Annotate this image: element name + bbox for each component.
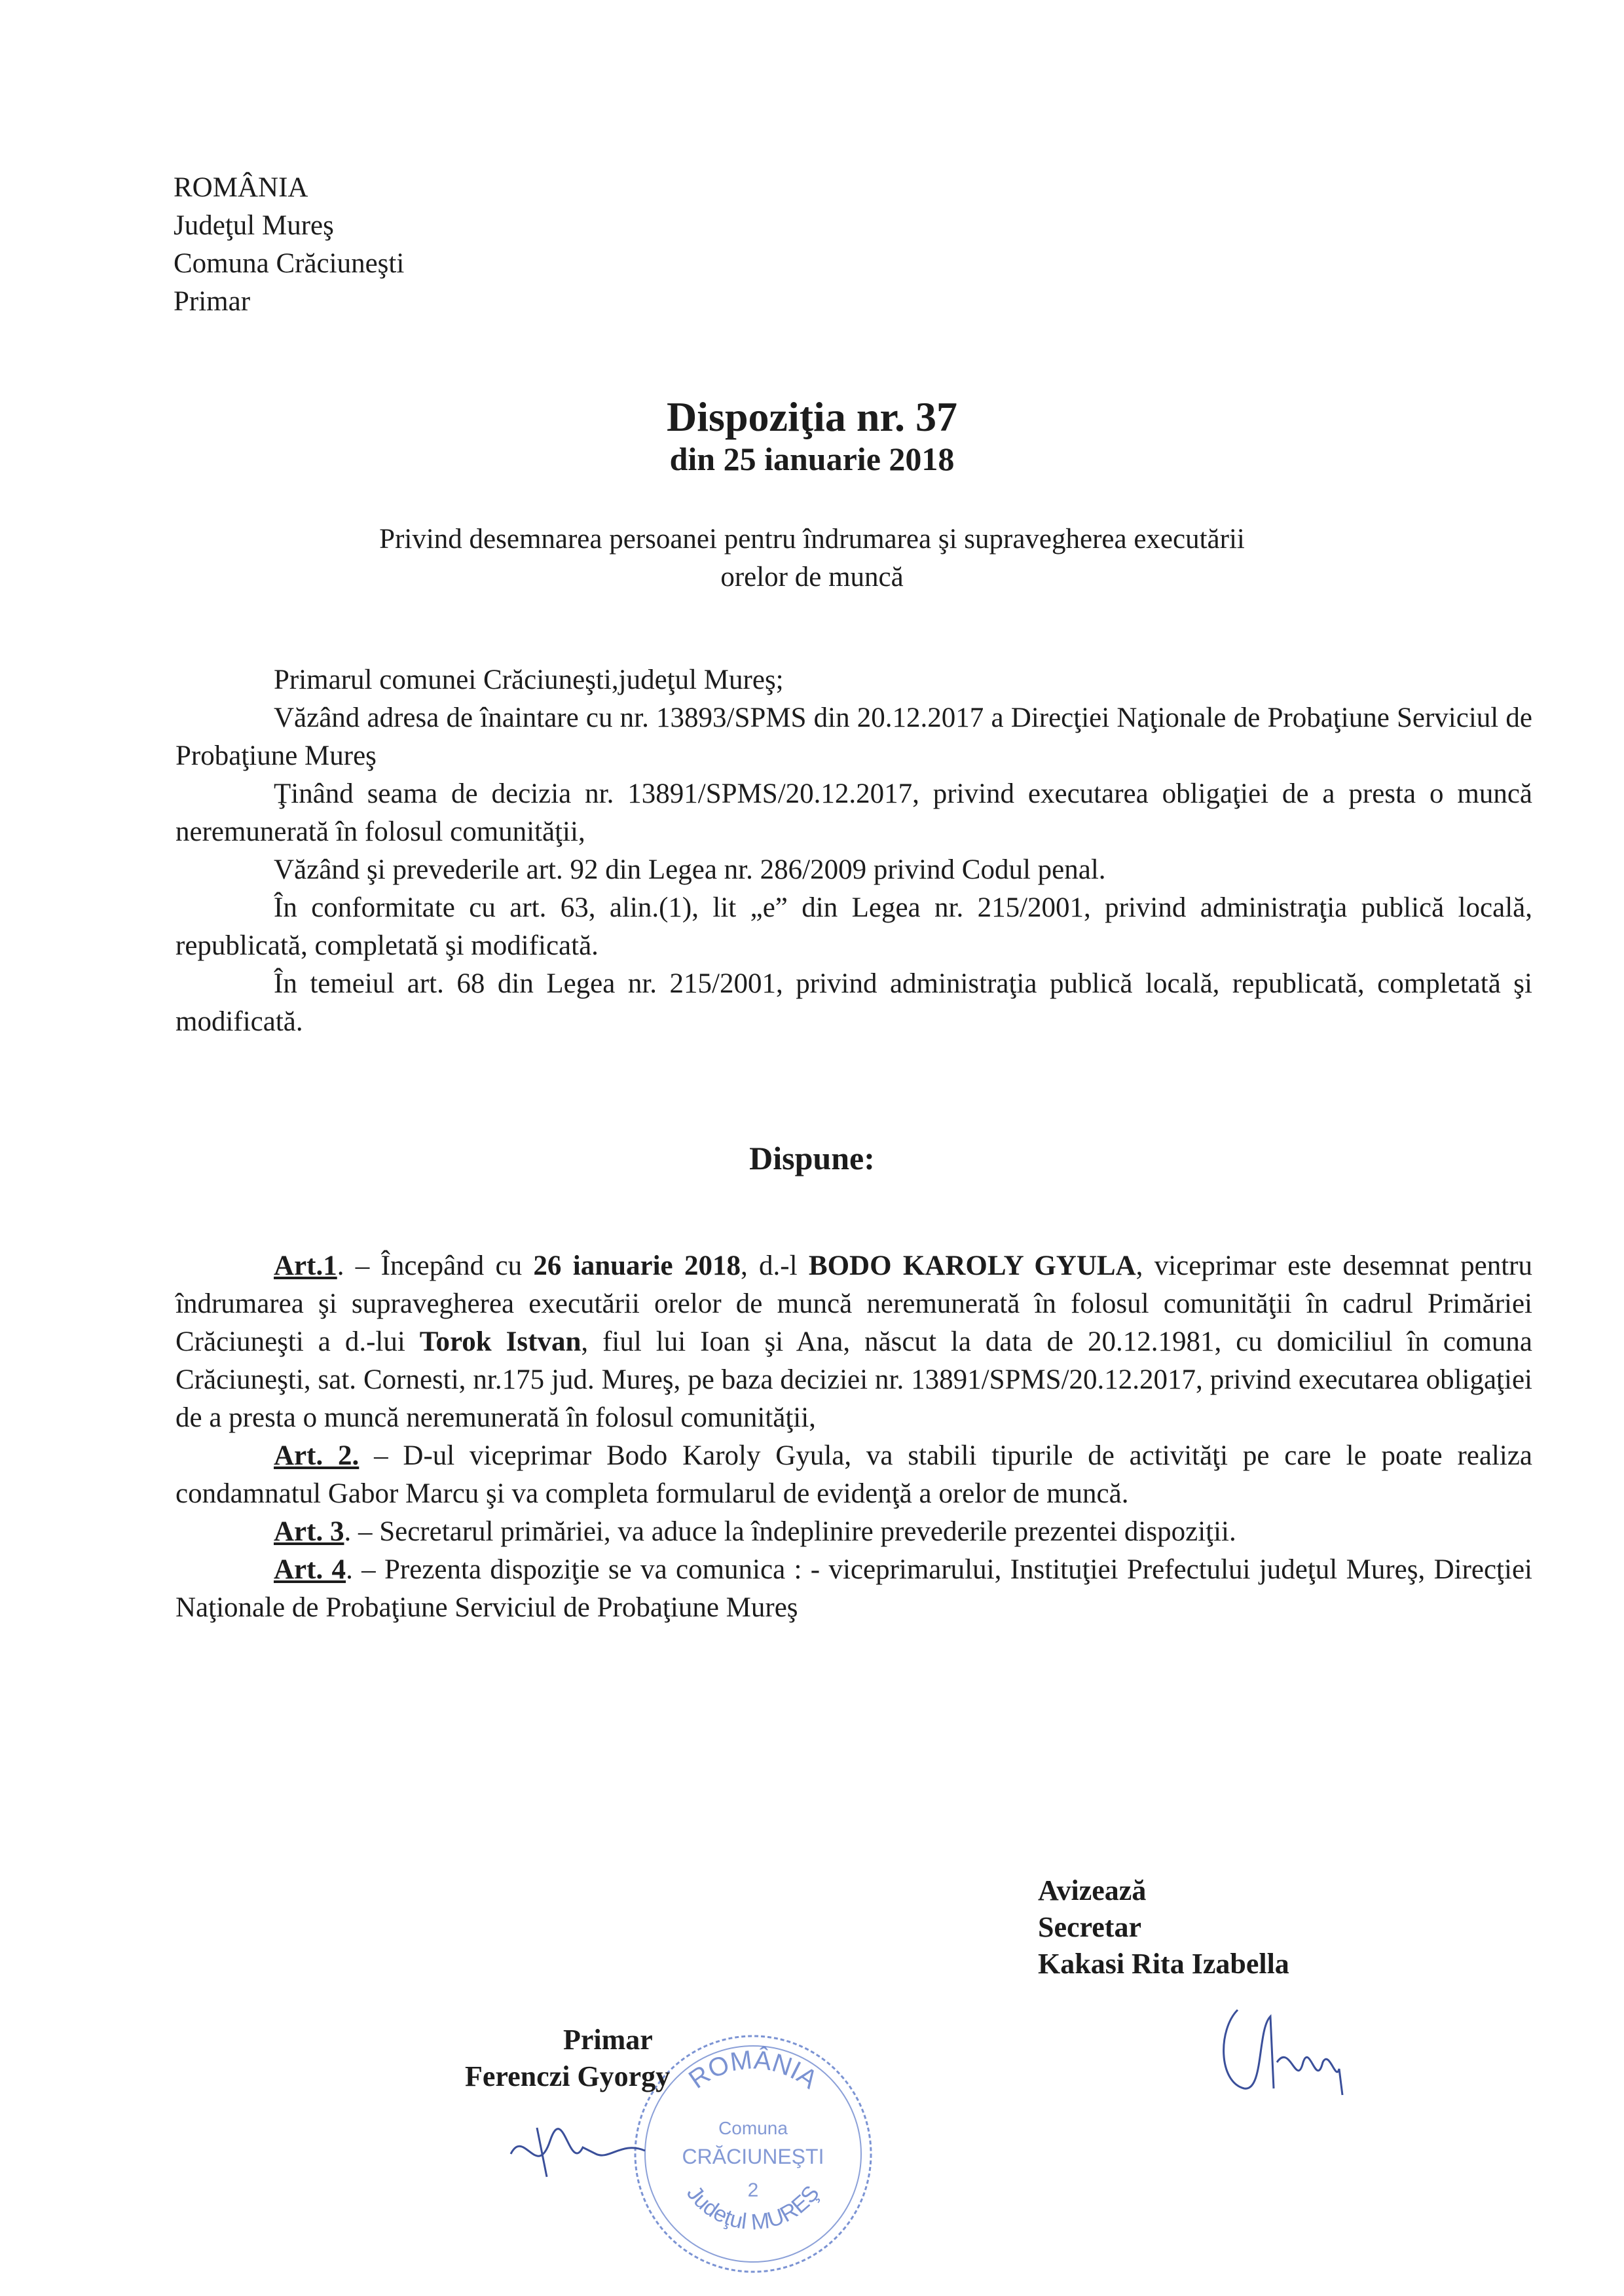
- article-3: Art. 3. – Secretarul primăriei, va aduce la îndeplinire prevederile prezentei dispoziţii.: [274, 1516, 1236, 1547]
- document-date: din 25 ianuarie 2018: [669, 441, 955, 477]
- supervised-person: Torok Istvan: [419, 1326, 581, 1357]
- stamp-line-2: CRĂCIUNEŞTI: [682, 2145, 824, 2168]
- preamble: [175, 661, 1532, 1041]
- article-label: Art.1: [274, 1250, 337, 1281]
- subject-line-1: Privind desemnarea persoanei pentru îndrumarea şi supravegherea executării: [379, 524, 1245, 555]
- stamp-line-1: Comuna: [718, 2118, 788, 2138]
- stamp-top-text: ROMÂNIA: [683, 2045, 823, 2094]
- secretary-signature-block: [1038, 1872, 1289, 1982]
- svg-text:ROMÂNIA: [684, 2045, 822, 2095]
- stamp-number: 2: [747, 2179, 759, 2201]
- appointed-name: BODO KAROLY GYULA: [808, 1250, 1136, 1281]
- article-4: Art. 4. – Prezenta dispoziţie se va comunica : - viceprimarului, Instituţiei Prefectului judeţul Mureş, Direcţiei Naţionale de Probaţiune Serviciul de Probaţiune Mureş: [175, 1554, 1532, 1623]
- articles: [175, 1247, 1532, 1627]
- country-line: ROMÂNIA: [174, 172, 308, 203]
- mayor-role: Primar: [563, 2024, 653, 2056]
- article-label: Art. 4: [274, 1554, 346, 1585]
- article-label: Art. 2.: [274, 1440, 360, 1471]
- commune-line: Comuna Crăciuneşti: [174, 248, 405, 279]
- preamble-paragraph: Primarul comunei Crăciuneşti,judeţul Mureş;: [274, 665, 784, 695]
- endorsement-label: Avizează: [1038, 1874, 1147, 1906]
- start-date: 26 ianuarie 2018: [533, 1250, 741, 1281]
- preamble-paragraph: Ţinând seama de decizia nr. 13891/SPMS/20.12.2017, privind executarea obligaţiei de a presta o muncă neremunerată în folosul comunităţii,: [175, 778, 1532, 847]
- preamble-paragraph: În conformitate cu art. 63, alin.(1), lit „e” din Legea nr. 215/2001, privind administraţia publică locală, republicată, completată şi modificată.: [175, 892, 1532, 961]
- subject-line-2: orelor de muncă: [720, 562, 904, 592]
- secretary-name: Kakasi Rita Izabella: [1038, 1948, 1289, 1980]
- mayor-handwritten-signature: [498, 2115, 655, 2187]
- document-title: Dispoziţia nr. 37: [667, 393, 957, 440]
- secretary-handwritten-signature: [1205, 1990, 1362, 2102]
- article-2: Art. 2. – D-ul viceprimar Bodo Karoly Gyula, va stabili tipurile de activităţi pe care le poate realiza condamnatul Gabor Marcu şi va completa formularul de evidenţă a orelor de muncă.: [175, 1440, 1532, 1509]
- article-label: Art. 3: [274, 1516, 344, 1547]
- mayor-signature-block: [465, 2022, 670, 2095]
- stamp-bottom-text: Judeţul MUREŞ: [682, 2181, 824, 2235]
- county-line: Judeţul Mureş: [174, 210, 334, 241]
- preamble-paragraph: În temeiul art. 68 din Legea nr. 215/2001, privind administraţia publică locală, republicată, completată şi modificată.: [175, 968, 1532, 1037]
- article-1: Art.1. – Începând cu 26 ianuarie 2018, d.-l BODO KAROLY GYULA, viceprimar este desemnat pentru îndrumarea şi supravegherea executării orelor de muncă neremunerată în folosul comunităţii în cadrul Primăriei Crăciuneşti a d.-lui Torok Istvan, fiul lui Ioan şi Ana, născut la data de 20.12.1981, cu domiciliul în comuna Crăciuneşti, sat. Cornesti, nr.175 jud. Mureş, pe baza deciziei nr. 13891/SPMS/20.12.2017, privind executarea obligaţiei de a presta o muncă neremunerată în folosul comunităţii,: [175, 1250, 1532, 1433]
- document-subject: [262, 520, 1362, 596]
- dispune-heading: Dispune:: [749, 1140, 875, 1176]
- office-line: Primar: [174, 286, 251, 317]
- mayor-name: Ferenczi Gyorgy: [465, 2060, 671, 2092]
- preamble-paragraph: Văzând şi prevederile art. 92 din Legea nr. 286/2009 privind Codul penal.: [274, 854, 1106, 885]
- preamble-paragraph: Văzând adresa de înaintare cu nr. 13893/SPMS din 20.12.2017 a Direcţiei Naţionale de Probaţiune Serviciul de Probaţiune Mureş: [175, 702, 1532, 771]
- secretary-role: Secretar: [1038, 1911, 1141, 1943]
- issuer-header: [174, 169, 404, 321]
